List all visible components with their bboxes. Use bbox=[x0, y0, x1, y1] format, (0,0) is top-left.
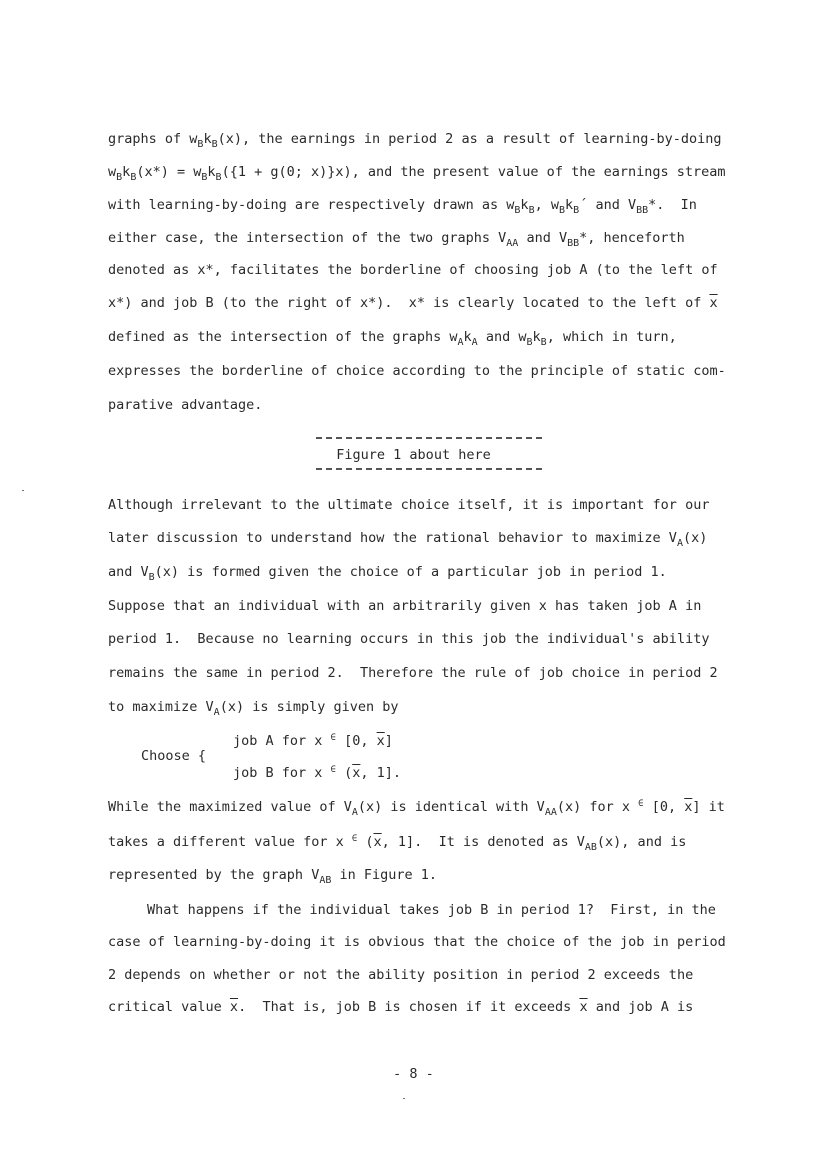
para1-line9: parative advantage. bbox=[108, 397, 263, 413]
scan-speck bbox=[22, 490, 24, 491]
figure-note: Figure 1 about here bbox=[336, 447, 491, 463]
para1-line4: either case, the intersection of the two graphs $V_{AA}$ and $V_{BB}*$, henceforth bbox=[108, 230, 685, 249]
para4-line4: critical value $\overline{x}$. That is, job B is chosen if it exceeds $\overline{x}$ and job A is bbox=[108, 999, 694, 1015]
rule-job-a: job A for x ∈ [0, $\overline{x}$] bbox=[233, 733, 393, 749]
para1-line2: $w_Bk_B(x*) = w_Bk_B(\{1 + g(0$; x)}x), and the present value of the earnings stream bbox=[108, 164, 726, 183]
x-bar: $\overline{x}$ bbox=[352, 765, 361, 781]
para4-line3: 2 depends on whether or not the ability position in period 2 exceeds the bbox=[108, 967, 694, 983]
para1-line6: x*) and job B (to the right of x*). x* is clearly located to the left of $\overline{x}$ bbox=[108, 295, 718, 311]
para2-line6: remains the same in period 2. Therefore the rule of job choice in period 2 bbox=[108, 665, 718, 681]
para2-line3: and $V_B(x)$ is formed given the choice of a particular job in period 1. bbox=[108, 564, 667, 583]
para2-line2: later discussion to understand how the rational behavior to maximize $V_A(x)$ bbox=[108, 530, 708, 549]
rule-job-b: job B for x ∈ ($\overline{x}$, 1]. bbox=[233, 765, 402, 781]
para2-line7: to maximize $V_A(x)$ is simply given by bbox=[108, 699, 399, 718]
page-number: - 8 - bbox=[393, 1066, 434, 1082]
x-bar: $\overline{x}$ bbox=[684, 799, 693, 815]
para2-line4: Suppose that an individual with an arbitrarily given x has taken job A in bbox=[108, 598, 702, 614]
para3-line3: represented by the graph $V_{AB}$ in Figure 1. bbox=[108, 867, 438, 886]
choose-label: Choose { bbox=[141, 748, 207, 764]
para1-line1: graphs of $w_Bk_B(x)$, the earnings in period 2 as a result of learning-by-doing bbox=[108, 131, 722, 150]
para1-line3: with learning-by-doing are respectively drawn as $w_Bk_B$, $w_Bk_B´$ and $V_{BB}*$. In bbox=[108, 197, 697, 216]
para4-line1: What happens if the individual takes job B in period 1? First, in the bbox=[147, 902, 716, 918]
para3-line2: takes a different value for x ∈ ($\overline{x}$, 1]. It is denoted as $V_{AB}(x)$, and is bbox=[108, 834, 687, 853]
scan-speck bbox=[403, 1098, 405, 1099]
x-bar: $\overline{x}$ bbox=[373, 834, 382, 850]
figure-note-top-rule bbox=[316, 437, 542, 439]
x-bar: $\overline{x}$ bbox=[579, 999, 588, 1015]
para1-line8: expresses the borderline of choice according to the principle of static com- bbox=[108, 363, 726, 379]
para1-line7: defined as the intersection of the graphs $w_Ak_A$ and $w_Bk_B$, which in turn, bbox=[108, 329, 677, 348]
para1-line5: denoted as x*, facilitates the borderline of choosing job A (to the left of bbox=[108, 262, 718, 278]
x-bar: $\overline{x}$ bbox=[709, 295, 718, 311]
para2-line1: Although irrelevant to the ultimate choice itself, it is important for our bbox=[108, 497, 710, 513]
x-bar: $\overline{x}$ bbox=[229, 999, 239, 1015]
para4-line2: case of learning-by-doing it is obvious that the choice of the job in period bbox=[108, 934, 726, 950]
figure-note-bottom-rule bbox=[316, 468, 542, 470]
x-bar: $\overline{x}$ bbox=[376, 733, 385, 749]
para3-line1: While the maximized value of $V_A(x)$ is identical with $V_{AA}(x)$ for x ∈ [0, $\overline{x}$] it bbox=[108, 799, 725, 818]
para2-line5: period 1. Because no learning occurs in this job the individual's ability bbox=[108, 631, 710, 647]
